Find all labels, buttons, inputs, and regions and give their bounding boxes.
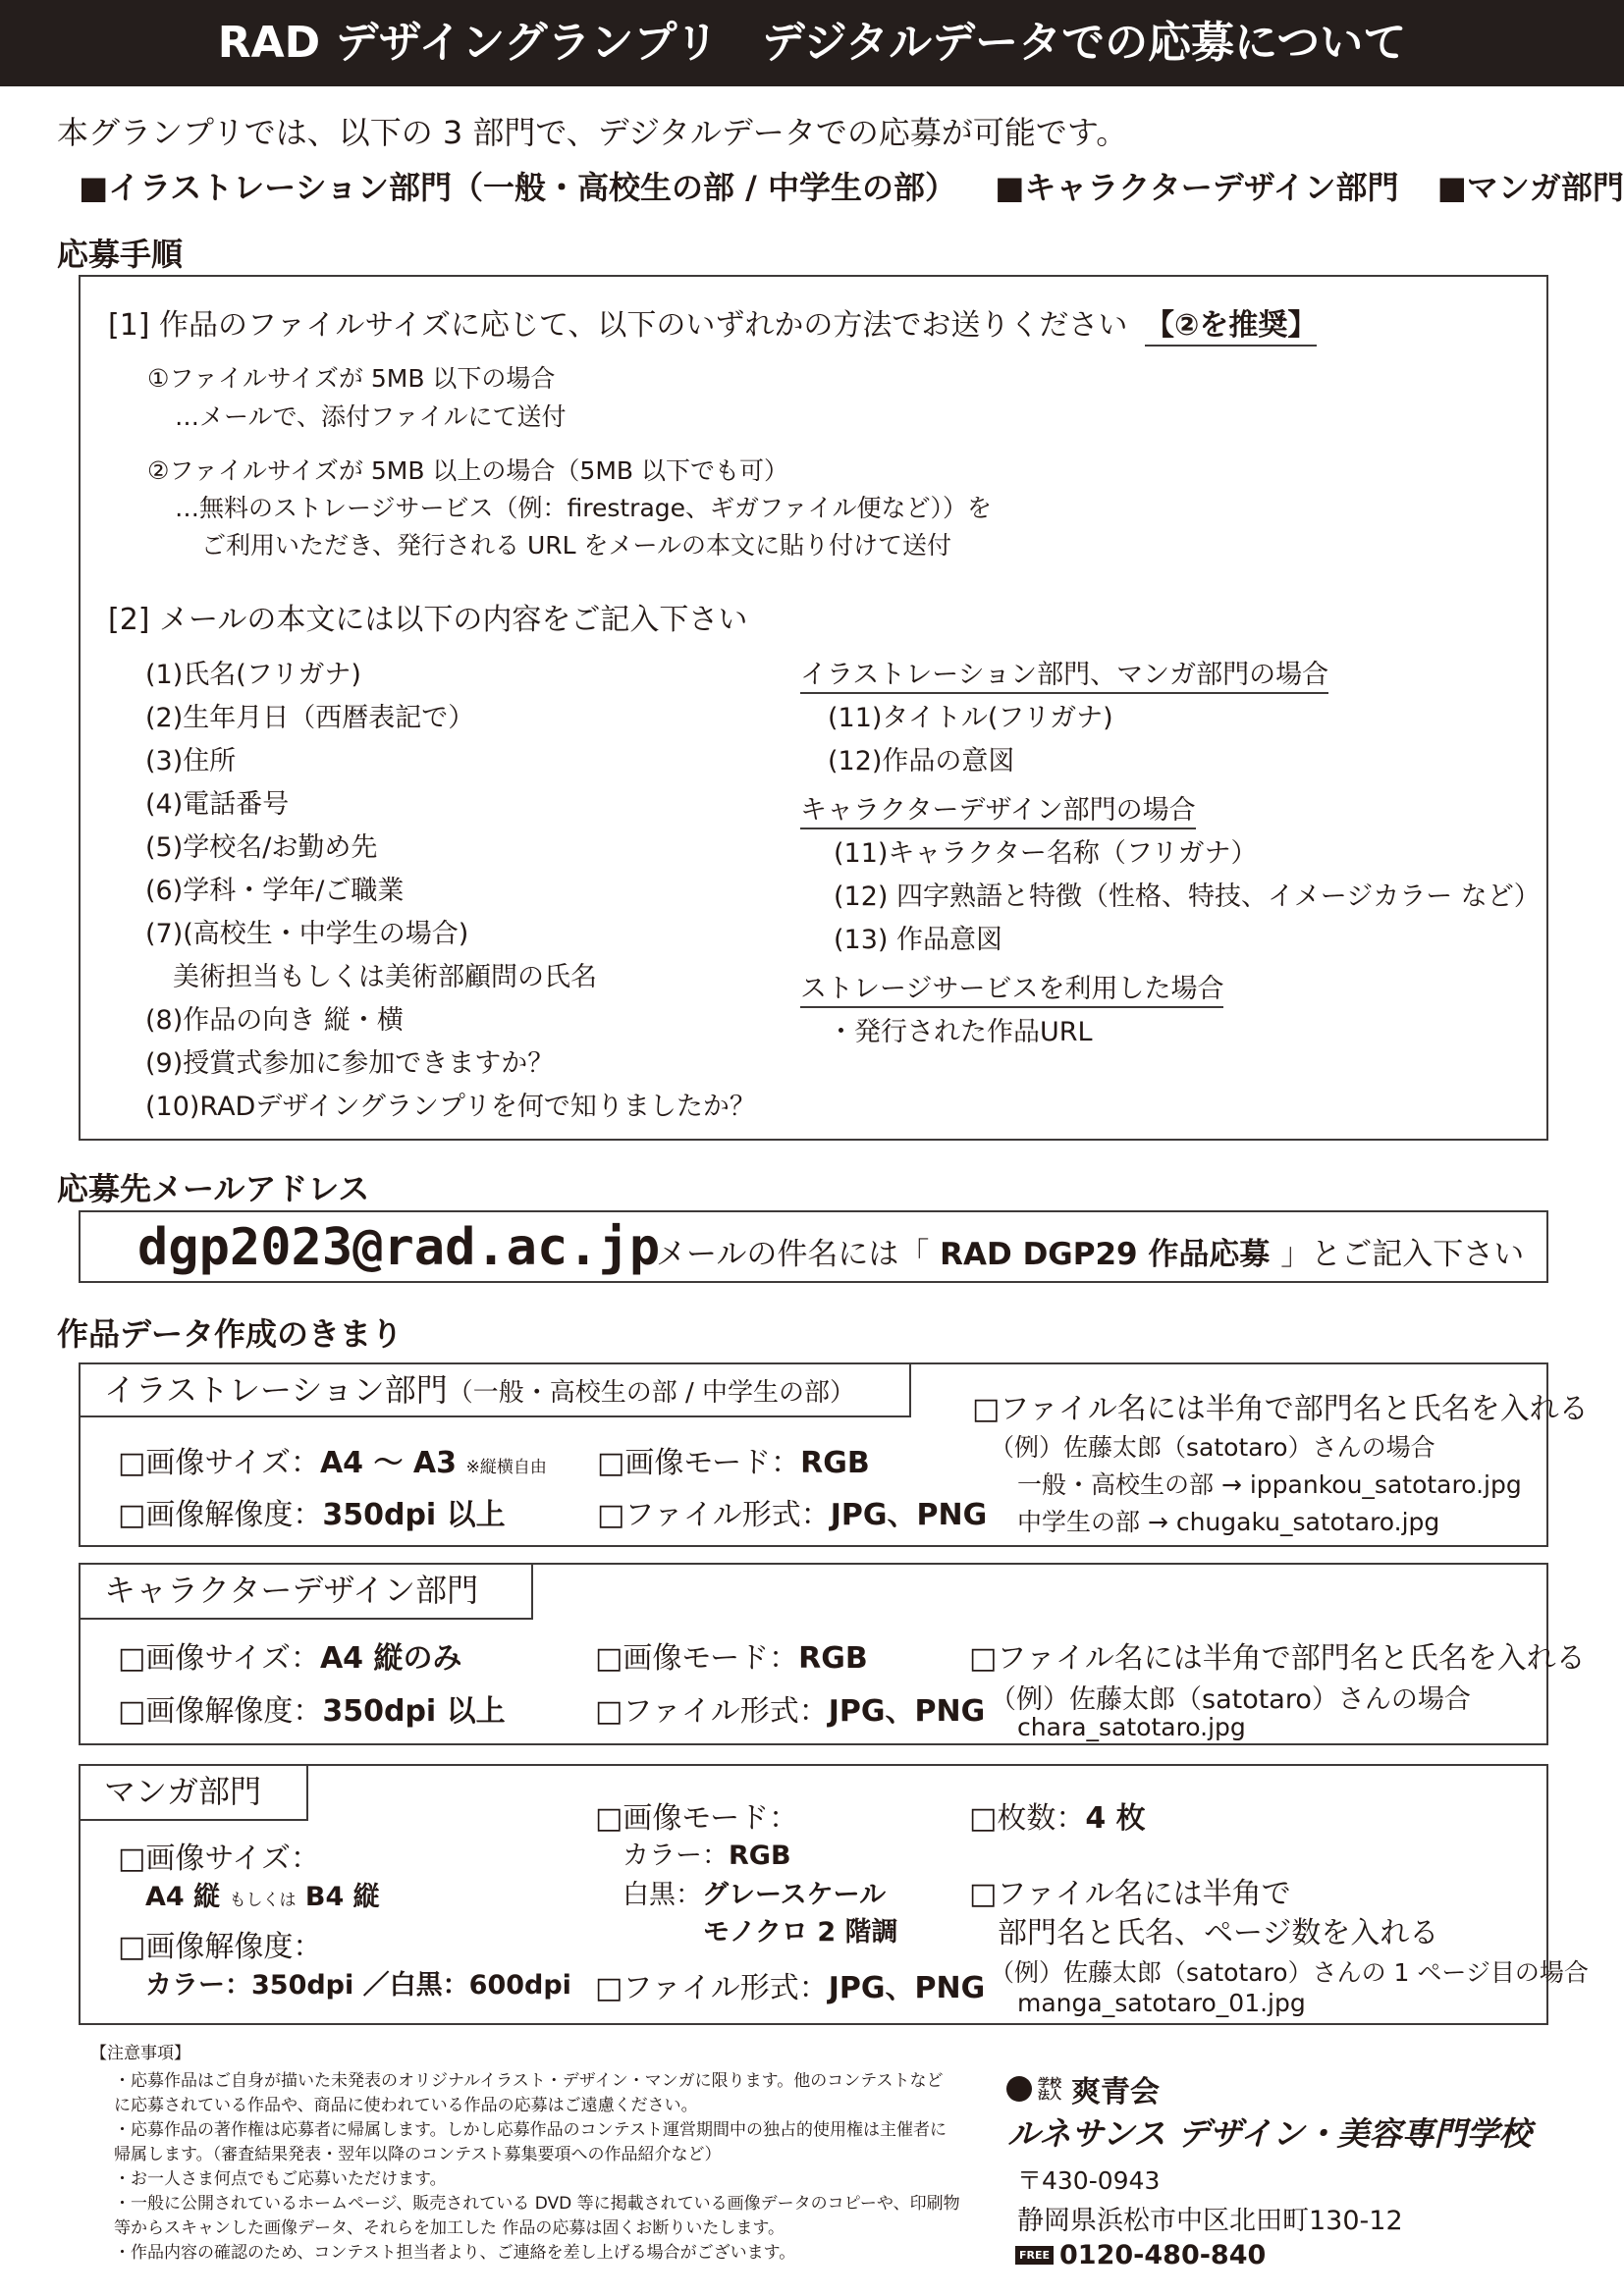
list-item: (8)作品の向き 縦・横 — [145, 1005, 404, 1036]
school-address: 静岡県浜松市中区北田町130-12 — [1017, 2206, 1403, 2236]
res-label: □画像解像度： — [118, 1694, 323, 1729]
rules-heading: 作品データ作成のきまり — [57, 1315, 404, 1353]
illust-format — [597, 1490, 987, 1533]
format-label: □ファイル形式： — [595, 1694, 829, 1729]
notes-heading: 【注意事項】 — [90, 2044, 190, 2063]
manga-filename-rule-2: 部門名と氏名、ページ数を入れる — [998, 1916, 1439, 1950]
note-line: に応募されている作品や、商品に使われている作品の応募はご遠慮ください。 — [114, 2096, 698, 2115]
manga-res-value: カラー：350dpi ／白黒：600dpi — [145, 1970, 571, 2001]
list-item: (4)電話番号 — [145, 789, 290, 820]
manga-example-1: manga_satotaro_01.jpg — [1017, 1989, 1306, 2017]
note-line: 等からスキャンした画像データ、それらを加工した 作品の応募は固くお断りいたします。 — [114, 2218, 785, 2238]
format-label: □ファイル形式： — [595, 1971, 829, 2005]
chara-size — [118, 1633, 462, 1677]
list-item: (2)生年月日（西暦表記で） — [145, 703, 475, 733]
category-illustration: ■イラストレーション部門（一般・高校生の部 / 中学生の部） — [79, 169, 956, 206]
chara-mode — [595, 1633, 868, 1677]
pages-label: □枚数： — [969, 1801, 1086, 1836]
illust-mode — [597, 1438, 870, 1481]
size-or: もしくは — [229, 1891, 297, 1910]
list-item: ・発行された作品URL — [828, 1017, 1093, 1047]
option2-detail-2: ご利用いただき、発行される URL をメールの本文に貼り付けて送付 — [201, 531, 951, 560]
free-dial-icon: FREE — [1015, 2246, 1054, 2265]
color-value: RGB — [729, 1841, 791, 1871]
size-value: A4 ～ A3 — [319, 1446, 458, 1480]
illust-size — [118, 1438, 547, 1481]
mode-value: RGB — [800, 1446, 870, 1480]
illust-filename-rule: □ファイル名には半角で部門名と氏名を入れる — [972, 1392, 1589, 1426]
manga-mode-bw-mono: モノクロ 2 階調 — [703, 1917, 898, 1948]
notes-list — [114, 2069, 978, 2266]
list-item: (5)学校名/お勤め先 — [145, 832, 378, 863]
school-name: ルネサンス デザイン・美容専門学校 — [1007, 2114, 1532, 2153]
list-item: (13) 作品意図 — [834, 925, 1003, 955]
note-line: ・お一人さま何点でもご応募いただけます。 — [114, 2169, 447, 2189]
size-value-a4: A4 縦 — [145, 1882, 221, 1912]
illust-resolution — [118, 1490, 506, 1533]
option1-detail: …メールで、添付ファイルにて送付 — [175, 402, 567, 431]
note-line: ・応募作品はご自身が描いた未発表のオリジナルイラスト・デザイン・マンガに限ります。他のコンテストなど — [114, 2071, 944, 2091]
corp-name: 爽青会 — [1071, 2075, 1160, 2109]
manga-pages — [969, 1793, 1146, 1837]
option1-title: ①ファイルサイズが 5MB 以下の場合 — [147, 364, 556, 393]
list-item: (9)授賞式参加に参加できますか？ — [145, 1048, 555, 1079]
note-line: 帰属します。（審査結果発表・翌年以降のコンテスト募集要項への作品紹介など） — [114, 2145, 722, 2164]
size-label: □画像サイズ： — [118, 1641, 320, 1676]
list-item: (1)氏名(フリガナ) — [145, 660, 361, 690]
corp-logo-icon — [1006, 2076, 1032, 2102]
manga-example: （例）佐藤太郎（satotaro）さんの 1 ページ目の場合 — [990, 1958, 1589, 1987]
tab-manga: マンガ部門 — [79, 1764, 308, 1821]
recommend-badge: 【②を推奨】 — [1145, 308, 1317, 347]
note-line: ・一般に公開されているホームページ、販売されている DVD 等に掲載されている画像データのコピーや、印刷物 — [114, 2194, 960, 2214]
list-item: (6)学科・学年/ご職業 — [145, 876, 405, 906]
manga-size-label: □画像サイズ： — [118, 1842, 320, 1876]
bw-label: 白黒： — [623, 1880, 702, 1910]
format-label: □ファイル形式： — [597, 1498, 831, 1532]
bw-value-gray: グレースケール — [702, 1880, 887, 1910]
intro-text: 本グランプリでは、以下の 3 部門で、デジタルデータでの応募が可能です。 — [57, 114, 1128, 151]
list-item: (7)(高校生・中学生の場合) — [145, 919, 469, 949]
chara-fields-heading: キャラクターデザイン部門の場合 — [800, 795, 1196, 829]
subject-note-suffix: 」とご記入下さい — [1280, 1237, 1525, 1272]
category-character: ■キャラクターデザイン部門 — [995, 169, 1399, 206]
tab-illustration-sub: （一般・高校生の部 / 中学生の部） — [447, 1378, 856, 1408]
size-note: ※縦横自由 — [465, 1458, 547, 1477]
chara-example-1: chara_satotaro.jpg — [1017, 1713, 1246, 1741]
manga-mode-bw — [623, 1873, 886, 1911]
size-value-b4: B4 縦 — [304, 1882, 380, 1912]
list-item: (11)キャラクター名称（フリガナ） — [834, 838, 1258, 869]
tab-illustration — [79, 1362, 911, 1417]
note-line: ・応募作品の著作権は応募者に帰属します。しかし応募作品のコンテスト運営期間中の独占的使用権は主催者に — [114, 2120, 947, 2140]
list-item: (3)住所 — [145, 746, 237, 776]
option2-detail-1: …無料のストレージサービス（例：firestrage、ギガファイル便など））を — [175, 494, 993, 522]
format-value: JPG、PNG — [830, 1498, 988, 1532]
step1-text — [108, 300, 1317, 344]
chara-format — [595, 1686, 985, 1730]
field-list — [145, 653, 756, 1128]
illust-fields-heading: イラストレーション部門、マンガ部門の場合 — [800, 660, 1328, 694]
list-item: (12) 四字熟語と特徴（性格、特技、イメージカラー など） — [834, 881, 1541, 912]
category-fields — [800, 653, 1541, 1053]
pages-value: 4 枚 — [1085, 1801, 1146, 1836]
storage-fields-heading: ストレージサービスを利用した場合 — [800, 974, 1223, 1008]
res-label: □画像解像度： — [118, 1498, 323, 1532]
school-zip: 〒430-0943 — [1017, 2166, 1161, 2195]
color-label: カラー： — [623, 1841, 729, 1871]
tab-character: キャラクターデザイン部門 — [79, 1563, 533, 1620]
category-manga: ■マンガ部門 — [1436, 169, 1624, 206]
list-item: (12)作品の意図 — [828, 746, 1015, 776]
manga-mode-color — [623, 1834, 791, 1872]
step1-label: [1] 作品のファイルサイズに応じて、以下のいずれかの方法でお送りください — [108, 308, 1128, 343]
format-value: JPG、PNG — [828, 1971, 986, 2005]
list-item: (10)RADデザイングランプリを何で知りましたか？ — [145, 1092, 756, 1122]
mode-value: RGB — [798, 1641, 868, 1676]
format-value: JPG、PNG — [828, 1694, 986, 1729]
manga-format — [595, 1963, 985, 2006]
category-list — [79, 163, 1624, 208]
manga-mode-label: □画像モード： — [595, 1801, 799, 1836]
chara-filename-rule: □ファイル名には半角で部門名と氏名を入れる — [969, 1641, 1586, 1676]
list-item: (11)タイトル(フリガナ) — [828, 703, 1113, 733]
mode-label: □画像モード： — [595, 1641, 799, 1676]
page-title: RAD デザイングランプリ デジタルデータでの応募について — [0, 0, 1624, 86]
email-address[interactable]: dgp2023@rad.ac.jp — [137, 1218, 661, 1277]
email-subject-note — [656, 1229, 1524, 1273]
illust-example-2: 中学生の部 → chugaku_satotaro.jpg — [1017, 1508, 1440, 1536]
subject-note-prefix: メールの件名には「 — [656, 1237, 930, 1272]
corp-prefix: 学校法人 — [1038, 2076, 1062, 2102]
mode-label: □画像モード： — [597, 1446, 801, 1480]
school-corp — [1006, 2067, 1160, 2110]
illust-example-1: 一般・高校生の部 → ippankou_satotaro.jpg — [1017, 1470, 1522, 1499]
manga-filename-rule-1: □ファイル名には半角で — [969, 1877, 1291, 1911]
tab-illustration-label: イラストレーション部門 — [104, 1371, 448, 1409]
email-heading: 応募先メールアドレス — [57, 1170, 370, 1207]
note-line: ・作品内容の確認のため、コンテスト担当者より、ご連絡を差し上げる場合がございます。 — [114, 2243, 796, 2263]
manga-size-value — [145, 1875, 380, 1913]
procedure-heading: 応募手順 — [57, 236, 184, 273]
manga-res-label: □画像解像度： — [118, 1930, 323, 1964]
phone-number[interactable]: 0120-480-840 — [1059, 2240, 1267, 2270]
size-label: □画像サイズ： — [118, 1446, 320, 1480]
subject-text: RAD DGP29 作品応募 — [929, 1237, 1281, 1272]
option2-title: ②ファイルサイズが 5MB 以上の場合（5MB 以下でも可） — [147, 456, 789, 485]
chara-example: （例）佐藤太郎（satotaro）さんの場合 — [990, 1684, 1471, 1715]
res-value: 350dpi 以上 — [322, 1498, 506, 1532]
chara-resolution — [118, 1686, 506, 1730]
step2-text: [2] メールの本文には以下の内容をご記入下さい — [108, 603, 748, 637]
res-value: 350dpi 以上 — [322, 1694, 506, 1729]
list-item: 美術担当もしくは美術部顧問の氏名 — [173, 962, 597, 992]
size-value: A4 縦のみ — [319, 1641, 462, 1676]
school-phone — [1015, 2240, 1266, 2270]
illust-example: （例）佐藤太郎（satotaro）さんの場合 — [990, 1433, 1435, 1462]
